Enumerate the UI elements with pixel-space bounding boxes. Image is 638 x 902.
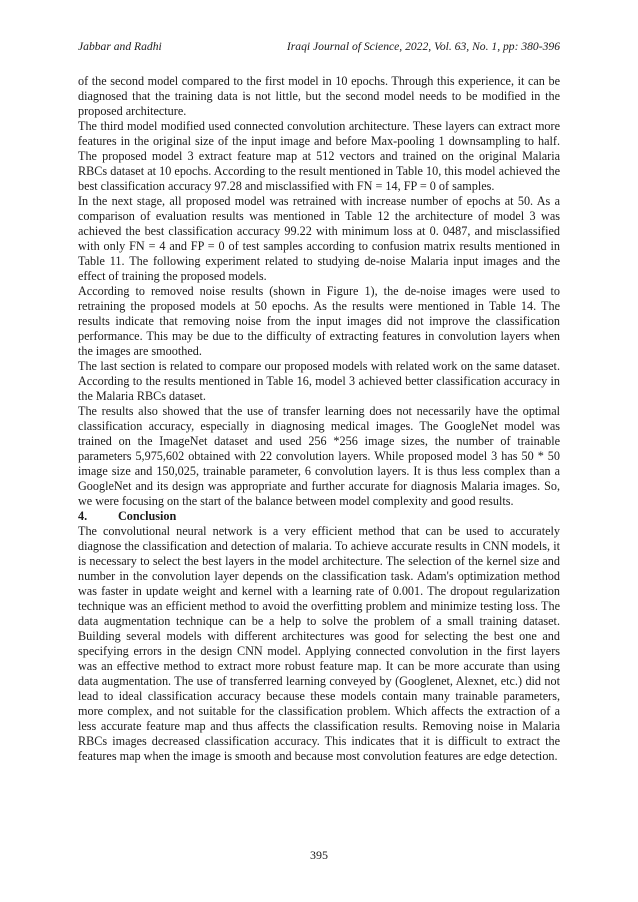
- paragraph: In the next stage, all proposed model was retrained with increase number of epochs at 50. As a comparison of evaluation results was mentioned in Table 12 the architecture of model 3 was achieved the best classification accuracy 99.22 with minimum loss at 0. 0487, and misclassified with only FN = 4 and FP = 0 of test samples according to confusion matrix results mentioned in Table 11. The following experiment related to studying de-noise Malaria input images and the effect of training the proposed models.: [78, 194, 560, 283]
- page-number: 395: [310, 848, 328, 862]
- section-heading: [78, 509, 560, 524]
- section-title: Conclusion: [118, 509, 177, 523]
- paragraph: The third model modified used connected convolution architecture. These layers can extract more features in the original size of the input image and before Max-pooling 1 downsampling to half. The proposed model 3 extract feature map at 512 vectors and trained on the original Malaria RBCs dataset at 10 epochs. According to the result mentioned in Table 10, this model achieved the best classification accuracy 97.28 and misclassified with FN = 14, FP = 0 of samples.: [78, 119, 560, 193]
- conclusion-paragraph: The convolutional neural network is a very efficient method that can be used to accurately diagnose the classification and detection of malaria. To achieve accurate results in CNN models, it is necessary to select the best layers in the model architecture. The selection of the kernel size and number in the convolution layer depends on the classification task. Adam's optimization method was faster in update weight and kernel with a learning rate of 0.001. The dropout regularization technique was an efficient method to avoid the overfitting problem and minimize testing loss. The data augmentation technique can be a help to solve the problem of a small training dataset. Building several models with different architectures was good for selecting the best one and specifying errors in the design CNN model. Applying connected convolution in the first layers was an effective method to extract more robust feature map. It can be more accurate than using data augmentation. The use of transferred learning conveyed by (Googlenet, Alexnet, etc.) did not lead to ideal classification accuracy because these models contain many trainable parameters, more complex, and not suitable for the classification problem. Which affects the extraction of a less accurate feature map and thus affects the classification results. Removing noise in Malaria RBCs images decreased classification accuracy. This indicates that it is difficult to extract the features map when the image is smooth and because most convolution features are edge detection.: [78, 524, 560, 763]
- paragraph: The last section is related to compare our proposed models with related work on the same dataset. According to the results mentioned in Table 16, model 3 achieved better classification accuracy in the Malaria RBCs dataset.: [78, 359, 560, 403]
- paragraph: According to removed noise results (shown in Figure 1), the de-noise images were used to retraining the proposed models at 50 epochs. As the results were mentioned in Table 14. The results indicate that removing noise from the input images did not improve the classification performance. This may be due to the difficulty of extracting features in convolution layers when the images are smoothed.: [78, 284, 560, 358]
- header-authors: Jabbar and Radhi: [78, 40, 162, 53]
- running-header: [78, 40, 560, 54]
- paragraph: The results also showed that the use of transfer learning does not necessarily have the optimal classification accuracy, especially in diagnosing medical images. The GoogleNet model was trained on the ImageNet dataset and used 256 *256 image sizes, the number of trainable parameters 5,975,602 obtained with 22 convolution layers. While proposed model 3 has 50 * 50 image size and 150,025, trainable parameter, 6 convolution layers. It is thus less complex than a GoogleNet and its design was appropriate and further accurate for diagnosis Malaria images. So, we were focusing on the start of the balance between model complexity and good results.: [78, 404, 560, 508]
- section-number: 4.: [78, 509, 88, 523]
- page-body: [78, 74, 560, 764]
- paragraph: of the second model compared to the first model in 10 epochs. Through this experience, it can be diagnosed that the training data is not little, but the second model needs to be modified in the proposed architecture.: [78, 74, 560, 118]
- header-journal: Iraqi Journal of Science, 2022, Vol. 63, No. 1, pp: 380-396: [286, 40, 560, 53]
